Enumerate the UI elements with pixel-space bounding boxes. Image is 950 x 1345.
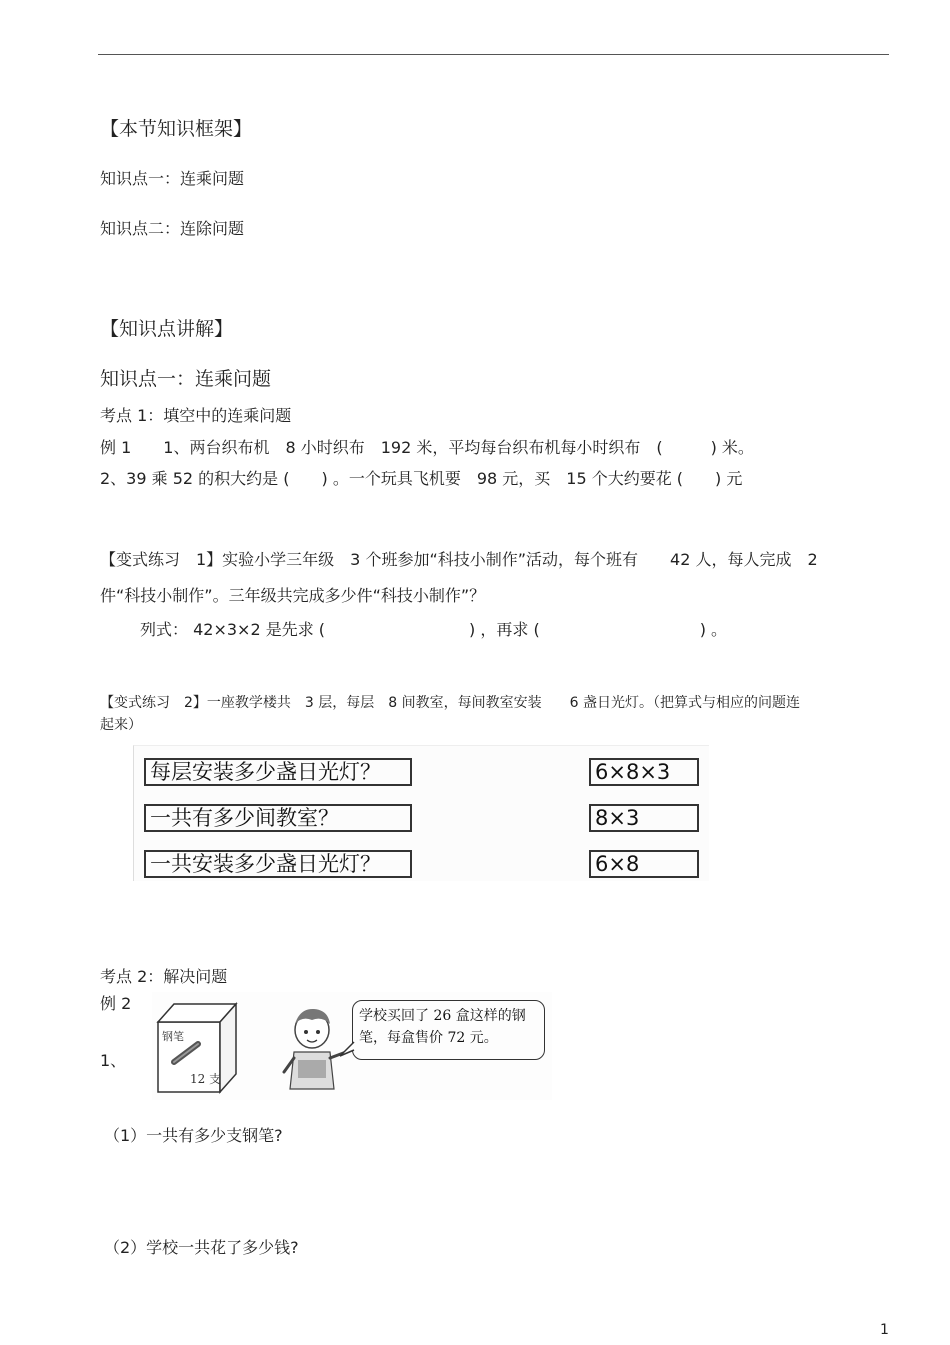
explain-subheading: 知识点一：连乘问题 — [100, 368, 272, 390]
variant-2-line-1: 【变式练习 2】一座教学楼共 3 层，每层 8 间教室，每间教室安装 6 盏日光灯。（把算式与相应的问题连 — [100, 695, 800, 711]
example-2-item-label: 1、 — [100, 1051, 127, 1070]
framework-point-1: 知识点一：连乘问题 — [100, 169, 245, 188]
pen-box-figure — [152, 992, 552, 1100]
kaodian-2-title: 考点 2：解决问题 — [100, 967, 228, 986]
page-number: 1 — [880, 1322, 889, 1338]
box-label-top: 钢笔 — [162, 1030, 184, 1043]
box-label-bottom: 12 支 — [190, 1072, 222, 1086]
speech-tail — [338, 1040, 358, 1060]
top-rule — [98, 54, 889, 55]
question-box-2: 一共有多少间教室？ — [144, 804, 412, 832]
formula-box-3: 6×8 — [589, 850, 699, 878]
variant-1-line-2: 件“科技小制作”。三年级共完成多少件“科技小制作”？ — [100, 586, 486, 605]
kaodian-1-title: 考点 1：填空中的连乘问题 — [100, 406, 292, 425]
explain-heading: 【知识点讲解】 — [100, 318, 234, 340]
example-1-line-1: 例 1 1、两台织布机 8 小时织布 192 米，平均每台织布机每小时织布 ( ) 米。 — [100, 438, 754, 457]
variant-1-line-1: 【变式练习 1】实验小学三年级 3 个班参加“科技小制作”活动，每个班有 42 人，每人完成 2 — [100, 550, 818, 569]
question-1: （1）一共有多少支钢笔? — [104, 1126, 283, 1145]
variant-1-formula: 列式： 42×3×2 是先求 ( ) ，再求 ( ) 。 — [140, 620, 728, 639]
question-2: （2）学校一共花了多少钱? — [104, 1238, 299, 1257]
formula-box-1: 6×8×3 — [589, 758, 699, 786]
question-box-3: 一共安装多少盏日光灯？ — [144, 850, 412, 878]
example-1-line-2: 2、39 乘 52 的积大约是 ( ) 。一个玩具飞机要 98 元，买 15 个大约要花 ( ) 元 — [100, 469, 743, 488]
framework-heading: 【本节知识框架】 — [100, 118, 253, 140]
variant-2-line-2: 起来） — [100, 717, 142, 733]
framework-point-2: 知识点二：连除问题 — [100, 219, 245, 238]
formula-box-2: 8×3 — [589, 804, 699, 832]
example-2-label: 例 2 — [100, 994, 132, 1013]
speech-bubble: 学校买回了 26 盒这样的钢笔，每盒售价 72 元。 — [352, 1000, 545, 1060]
question-box-1: 每层安装多少盏日光灯？ — [144, 758, 412, 786]
matching-figure — [133, 745, 709, 881]
